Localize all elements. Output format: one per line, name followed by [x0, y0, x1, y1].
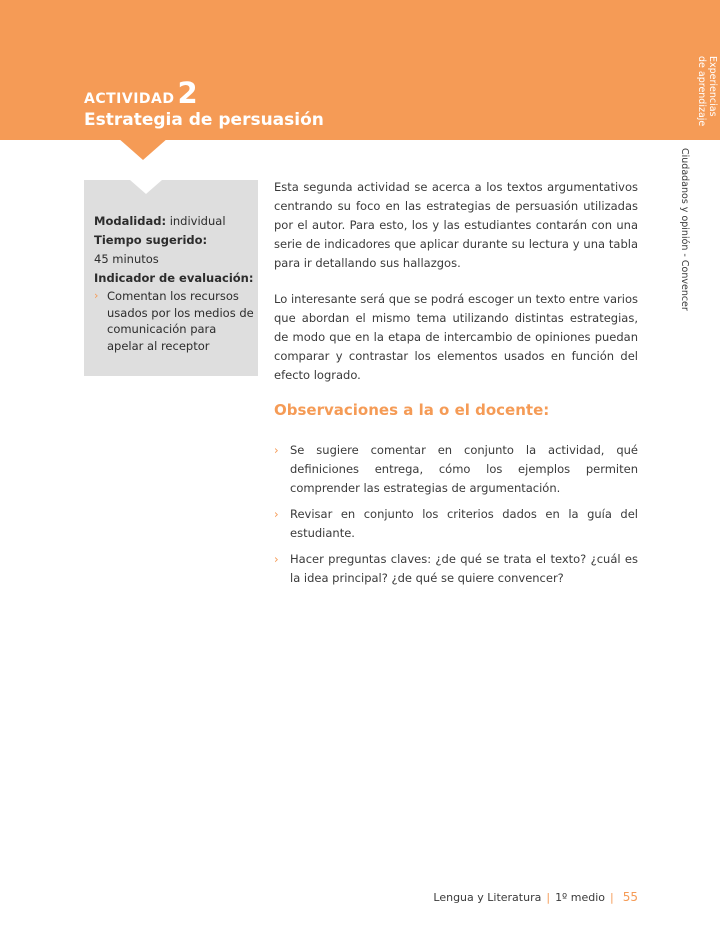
- bullet-chevron-icon: ›: [274, 552, 279, 566]
- modalidad-row: [94, 212, 254, 231]
- side-tab-line1: Experiencias: [707, 56, 718, 117]
- observation-text: Se sugiere comentar en conjunto la actividad, qué definiciones entrega, cómo los ejemplos permiten comprender las estrategias de argumentación.: [290, 443, 638, 495]
- bullet-chevron-icon: ›: [274, 507, 279, 521]
- bullet-chevron-icon: ›: [274, 443, 279, 457]
- activity-word: ACTIVIDAD: [84, 91, 175, 107]
- indicador-item: [94, 288, 254, 354]
- activity-title: Estrategia de persuasión: [84, 110, 324, 130]
- indicador-item-text: Comentan los recursos usados por los medios de comunicación para apelar al receptor: [107, 289, 254, 353]
- footer-grade: 1º medio: [555, 891, 605, 904]
- observations-title: Observaciones a la o el docente:: [274, 401, 550, 419]
- indicador-list: [94, 288, 254, 354]
- observation-item: [274, 505, 638, 543]
- observations-list: [274, 441, 638, 595]
- header-notch: [118, 138, 168, 160]
- body-paragraph-1: Esta segunda actividad se acerca a los textos argumentativos centrando su foco en las estrategias de persuasión utilizadas por el autor. Para esto, los y las estudiantes contarán con una serie de indicadores que aplicar durante su lectura y una tabla para ir detallando sus hallazgos.: [274, 180, 638, 270]
- side-tab-line2: de aprendizaje: [696, 56, 707, 127]
- bullet-chevron-icon: ›: [94, 289, 99, 302]
- observation-text: Revisar en conjunto los criterios dados en la guía del estudiante.: [290, 507, 638, 540]
- indicador-label: Indicador de evaluación:: [94, 271, 254, 285]
- activity-info-text: [94, 212, 254, 354]
- page-number: 55: [622, 890, 638, 904]
- body-paragraph-2: Lo interesante será que se podrá escoger un texto entre varios que abordan el mismo tema utilizando distintas estrategias, de modo que en la etapa de intercambio de opiniones puedan comparar y contrastar los elementos usados en función del efecto logrado.: [274, 292, 638, 382]
- tiempo-label: Tiempo sugerido:: [94, 233, 208, 247]
- info-box-notch: [130, 180, 162, 194]
- page-footer: [433, 890, 638, 904]
- section-side-tab: [696, 56, 718, 126]
- footer-subject: Lengua y Literatura: [433, 891, 542, 904]
- observation-text: Hacer preguntas claves: ¿de qué se trata el texto? ¿cuál es la idea principal? ¿de qué se quiere convencer?: [290, 552, 638, 585]
- footer-separator: |: [546, 891, 551, 904]
- unit-label: Ciudadanos y opinión - Convencer: [679, 148, 690, 311]
- modalidad-label: Modalidad:: [94, 214, 167, 228]
- footer-separator: |: [610, 891, 614, 904]
- activity-number: 2: [177, 76, 199, 110]
- tiempo-value: 45 minutos: [94, 252, 159, 266]
- modalidad-value: individual: [166, 214, 226, 228]
- observation-item: [274, 550, 638, 588]
- observation-item: [274, 441, 638, 498]
- activity-label: [84, 76, 198, 110]
